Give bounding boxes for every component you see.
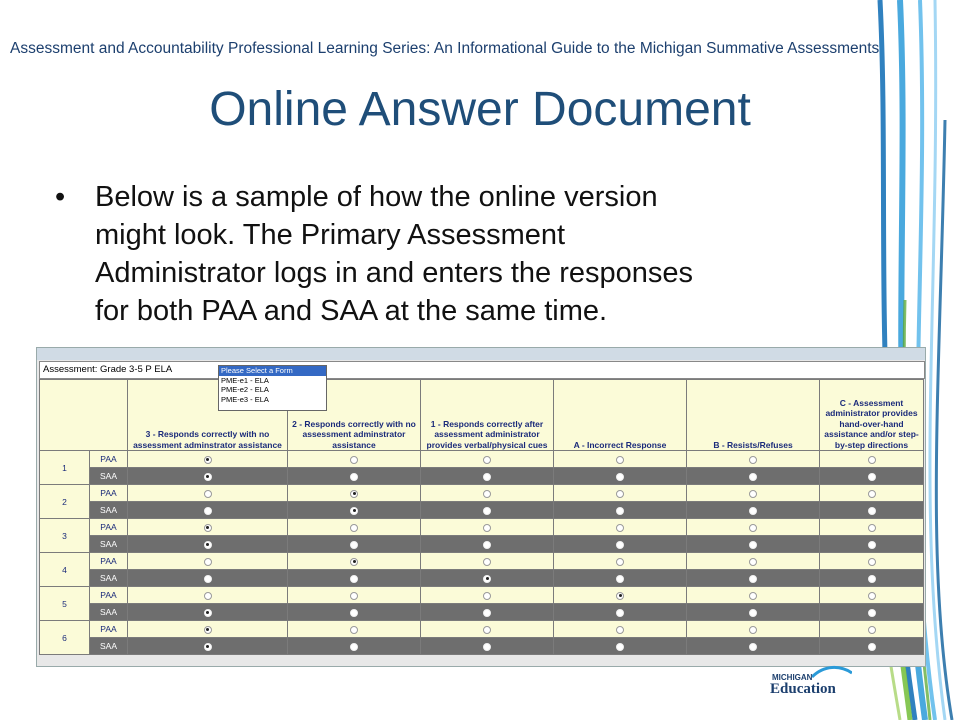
bullet-line: for both PAA and SAA at the same time. xyxy=(95,295,608,327)
response-radio[interactable] xyxy=(868,643,876,651)
response-radio[interactable] xyxy=(204,490,212,498)
logo-dept-text: Education xyxy=(770,681,836,697)
grid-row-paa xyxy=(40,451,924,468)
respondent-label: SAA xyxy=(90,638,128,655)
respondent-label: SAA xyxy=(90,468,128,485)
bullet-line: Below is a sample of how the online version xyxy=(95,181,658,213)
header-band xyxy=(0,0,960,80)
response-radio[interactable] xyxy=(483,473,491,481)
response-cell xyxy=(554,638,687,655)
response-cell xyxy=(820,638,924,655)
response-radio[interactable] xyxy=(483,541,491,549)
response-cell xyxy=(554,485,687,502)
item-number: 3 xyxy=(40,519,90,553)
column-header: 1 - Responds correctly after assessment administrator provides verbal/physical cues xyxy=(421,380,554,451)
grid-row-saa xyxy=(40,604,924,621)
response-cell xyxy=(421,468,554,485)
response-radio[interactable] xyxy=(749,575,757,583)
response-cell xyxy=(820,451,924,468)
response-radio[interactable] xyxy=(204,558,212,566)
response-radio[interactable] xyxy=(350,626,358,634)
response-radio[interactable] xyxy=(868,626,876,634)
response-radio[interactable] xyxy=(483,575,491,583)
bullet-line: might look. The Primary Assessment xyxy=(95,219,566,251)
response-cell xyxy=(288,468,421,485)
response-cell xyxy=(554,468,687,485)
response-radio[interactable] xyxy=(868,473,876,481)
item-number: 2 xyxy=(40,485,90,519)
form-select-dropdown[interactable] xyxy=(218,365,327,411)
response-radio[interactable] xyxy=(616,456,624,464)
column-header: 3 - Responds correctly with no assessment adminstrator assistance xyxy=(128,380,288,451)
response-cell xyxy=(288,638,421,655)
response-radio[interactable] xyxy=(749,643,757,651)
response-radio[interactable] xyxy=(483,524,491,532)
respondent-label: PAA xyxy=(90,553,128,570)
response-radio[interactable] xyxy=(868,456,876,464)
response-cell xyxy=(128,621,288,638)
response-radio[interactable] xyxy=(616,490,624,498)
response-cell xyxy=(820,485,924,502)
response-cell xyxy=(554,587,687,604)
response-radio[interactable] xyxy=(749,456,757,464)
response-radio[interactable] xyxy=(350,473,358,481)
response-radio[interactable] xyxy=(350,524,358,532)
response-cell xyxy=(820,604,924,621)
response-cell xyxy=(421,587,554,604)
response-radio[interactable] xyxy=(483,609,491,617)
grid-row-saa xyxy=(40,638,924,655)
response-cell xyxy=(687,536,820,553)
grid-row-saa xyxy=(40,468,924,485)
response-cell xyxy=(820,570,924,587)
response-cell xyxy=(554,553,687,570)
response-cell xyxy=(421,621,554,638)
response-cell xyxy=(421,638,554,655)
response-cell xyxy=(421,451,554,468)
response-cell xyxy=(421,536,554,553)
response-radio[interactable] xyxy=(204,609,212,617)
respondent-label: SAA xyxy=(90,502,128,519)
response-radio[interactable] xyxy=(868,507,876,515)
item-number: 4 xyxy=(40,553,90,587)
form-option[interactable]: PME-e2 - ELA xyxy=(221,385,269,394)
response-cell xyxy=(128,468,288,485)
response-cell xyxy=(820,519,924,536)
response-radio[interactable] xyxy=(868,524,876,532)
response-radio[interactable] xyxy=(616,541,624,549)
response-radio[interactable] xyxy=(616,575,624,583)
response-radio[interactable] xyxy=(483,558,491,566)
response-cell xyxy=(687,451,820,468)
response-cell xyxy=(820,536,924,553)
response-radio[interactable] xyxy=(483,592,491,600)
response-radio[interactable] xyxy=(204,524,212,532)
grid-row-saa xyxy=(40,570,924,587)
response-radio[interactable] xyxy=(350,592,358,600)
response-cell xyxy=(421,485,554,502)
response-cell xyxy=(554,621,687,638)
response-radio[interactable] xyxy=(749,507,757,515)
response-radio[interactable] xyxy=(749,524,757,532)
response-radio[interactable] xyxy=(350,558,358,566)
response-cell xyxy=(687,468,820,485)
response-radio[interactable] xyxy=(868,575,876,583)
online-answer-document-screenshot xyxy=(36,347,926,667)
column-header: A - Incorrect Response xyxy=(554,380,687,451)
response-radio[interactable] xyxy=(350,456,358,464)
respondent-label: PAA xyxy=(90,485,128,502)
response-cell xyxy=(421,570,554,587)
corner-header xyxy=(40,380,128,451)
response-radio[interactable] xyxy=(616,592,624,600)
response-cell xyxy=(288,502,421,519)
response-cell xyxy=(687,502,820,519)
column-header: C - Assessment administrator provides hand-over-hand assistance and/or step-by-step directions xyxy=(820,380,924,451)
response-radio[interactable] xyxy=(616,609,624,617)
response-radio[interactable] xyxy=(483,490,491,498)
response-cell xyxy=(128,587,288,604)
response-radio[interactable] xyxy=(868,592,876,600)
response-cell xyxy=(288,587,421,604)
grid-body xyxy=(40,451,924,655)
response-cell xyxy=(128,451,288,468)
response-cell xyxy=(288,604,421,621)
bullet-text xyxy=(95,178,885,330)
response-cell xyxy=(288,621,421,638)
response-cell xyxy=(421,604,554,621)
response-cell xyxy=(128,519,288,536)
response-radio[interactable] xyxy=(350,575,358,583)
response-radio[interactable] xyxy=(616,643,624,651)
logo-state-text: MICHIGAN xyxy=(772,673,813,682)
response-radio[interactable] xyxy=(749,609,757,617)
response-cell xyxy=(288,570,421,587)
response-cell xyxy=(288,485,421,502)
assessment-bar xyxy=(39,361,925,379)
response-cell xyxy=(128,553,288,570)
response-radio[interactable] xyxy=(204,473,212,481)
response-radio[interactable] xyxy=(483,643,491,651)
bullet-line: Administrator logs in and enters the responses xyxy=(95,257,694,289)
response-cell xyxy=(128,638,288,655)
response-radio[interactable] xyxy=(616,626,624,634)
response-cell xyxy=(820,502,924,519)
respondent-label: SAA xyxy=(90,536,128,553)
response-cell xyxy=(554,536,687,553)
response-radio[interactable] xyxy=(350,490,358,498)
response-cell xyxy=(687,587,820,604)
slide-title: Online Answer Document xyxy=(209,83,751,136)
bullet-dot-icon: • xyxy=(55,181,66,213)
respondent-label: SAA xyxy=(90,604,128,621)
respondent-label: PAA xyxy=(90,519,128,536)
response-radio[interactable] xyxy=(204,643,212,651)
response-radio[interactable] xyxy=(483,456,491,464)
response-radio[interactable] xyxy=(350,507,358,515)
logo-swoosh-icon xyxy=(812,665,852,679)
grid-row-saa xyxy=(40,536,924,553)
grid-row-paa xyxy=(40,519,924,536)
response-cell xyxy=(687,553,820,570)
response-radio[interactable] xyxy=(868,490,876,498)
response-radio[interactable] xyxy=(749,473,757,481)
response-radio[interactable] xyxy=(483,626,491,634)
response-radio[interactable] xyxy=(204,541,212,549)
screen-toolbar xyxy=(37,348,925,360)
response-radio[interactable] xyxy=(749,541,757,549)
response-cell xyxy=(687,621,820,638)
response-cell xyxy=(820,621,924,638)
response-cell xyxy=(288,536,421,553)
response-radio[interactable] xyxy=(749,592,757,600)
response-cell xyxy=(554,519,687,536)
response-cell xyxy=(820,553,924,570)
response-radio[interactable] xyxy=(350,609,358,617)
response-cell xyxy=(687,485,820,502)
michigan-education-logo xyxy=(770,665,860,705)
respondent-label: SAA xyxy=(90,570,128,587)
response-radio[interactable] xyxy=(868,609,876,617)
response-radio[interactable] xyxy=(868,558,876,566)
response-cell xyxy=(128,485,288,502)
response-radio[interactable] xyxy=(749,626,757,634)
response-cell xyxy=(820,468,924,485)
response-cell xyxy=(288,451,421,468)
response-radio[interactable] xyxy=(204,456,212,464)
grid-row-paa xyxy=(40,587,924,604)
response-radio[interactable] xyxy=(749,558,757,566)
item-number: 5 xyxy=(40,587,90,621)
response-cell xyxy=(128,570,288,587)
response-radio[interactable] xyxy=(616,524,624,532)
grid-row-paa xyxy=(40,485,924,502)
response-radio[interactable] xyxy=(204,507,212,515)
response-cell xyxy=(288,519,421,536)
item-number: 6 xyxy=(40,621,90,655)
response-radio[interactable] xyxy=(204,626,212,634)
response-radio[interactable] xyxy=(204,575,212,583)
response-cell xyxy=(128,604,288,621)
response-cell xyxy=(554,451,687,468)
response-radio[interactable] xyxy=(616,507,624,515)
response-cell xyxy=(128,502,288,519)
grid-row-paa xyxy=(40,621,924,638)
response-radio[interactable] xyxy=(483,507,491,515)
response-radio[interactable] xyxy=(350,541,358,549)
response-radio[interactable] xyxy=(868,541,876,549)
column-header: 2 - Responds correctly with no assessment adminstrator assistance xyxy=(288,380,421,451)
response-cell xyxy=(687,570,820,587)
assessment-label: Assessment: Grade 3-5 P ELA xyxy=(43,364,173,375)
response-cell xyxy=(554,570,687,587)
response-radio[interactable] xyxy=(616,558,624,566)
response-radio[interactable] xyxy=(204,592,212,600)
response-cell xyxy=(687,519,820,536)
respondent-label: PAA xyxy=(90,587,128,604)
response-cell xyxy=(820,587,924,604)
response-cell xyxy=(421,519,554,536)
response-cell xyxy=(687,638,820,655)
response-cell xyxy=(554,604,687,621)
response-cell xyxy=(421,502,554,519)
form-option[interactable]: Please Select a Form xyxy=(219,366,326,376)
response-radio[interactable] xyxy=(616,473,624,481)
response-cell xyxy=(421,553,554,570)
respondent-label: PAA xyxy=(90,451,128,468)
grid-row-paa xyxy=(40,553,924,570)
response-cell xyxy=(288,553,421,570)
form-option[interactable]: PME-e1 - ELA xyxy=(221,375,269,385)
response-cell xyxy=(554,502,687,519)
response-cell xyxy=(128,536,288,553)
response-grid xyxy=(39,379,924,655)
grid-row-saa xyxy=(40,502,924,519)
response-radio[interactable] xyxy=(350,643,358,651)
response-cell xyxy=(687,604,820,621)
item-number: 1 xyxy=(40,451,90,485)
response-radio[interactable] xyxy=(749,490,757,498)
form-option[interactable]: PME-e3 - ELA xyxy=(221,394,269,404)
respondent-label: PAA xyxy=(90,621,128,638)
series-title: Assessment and Accountability Professional Learning Series: An Informational Guide to the Michigan Summative Assessments xyxy=(10,40,880,57)
column-header: B - Resists/Refuses xyxy=(687,380,820,451)
